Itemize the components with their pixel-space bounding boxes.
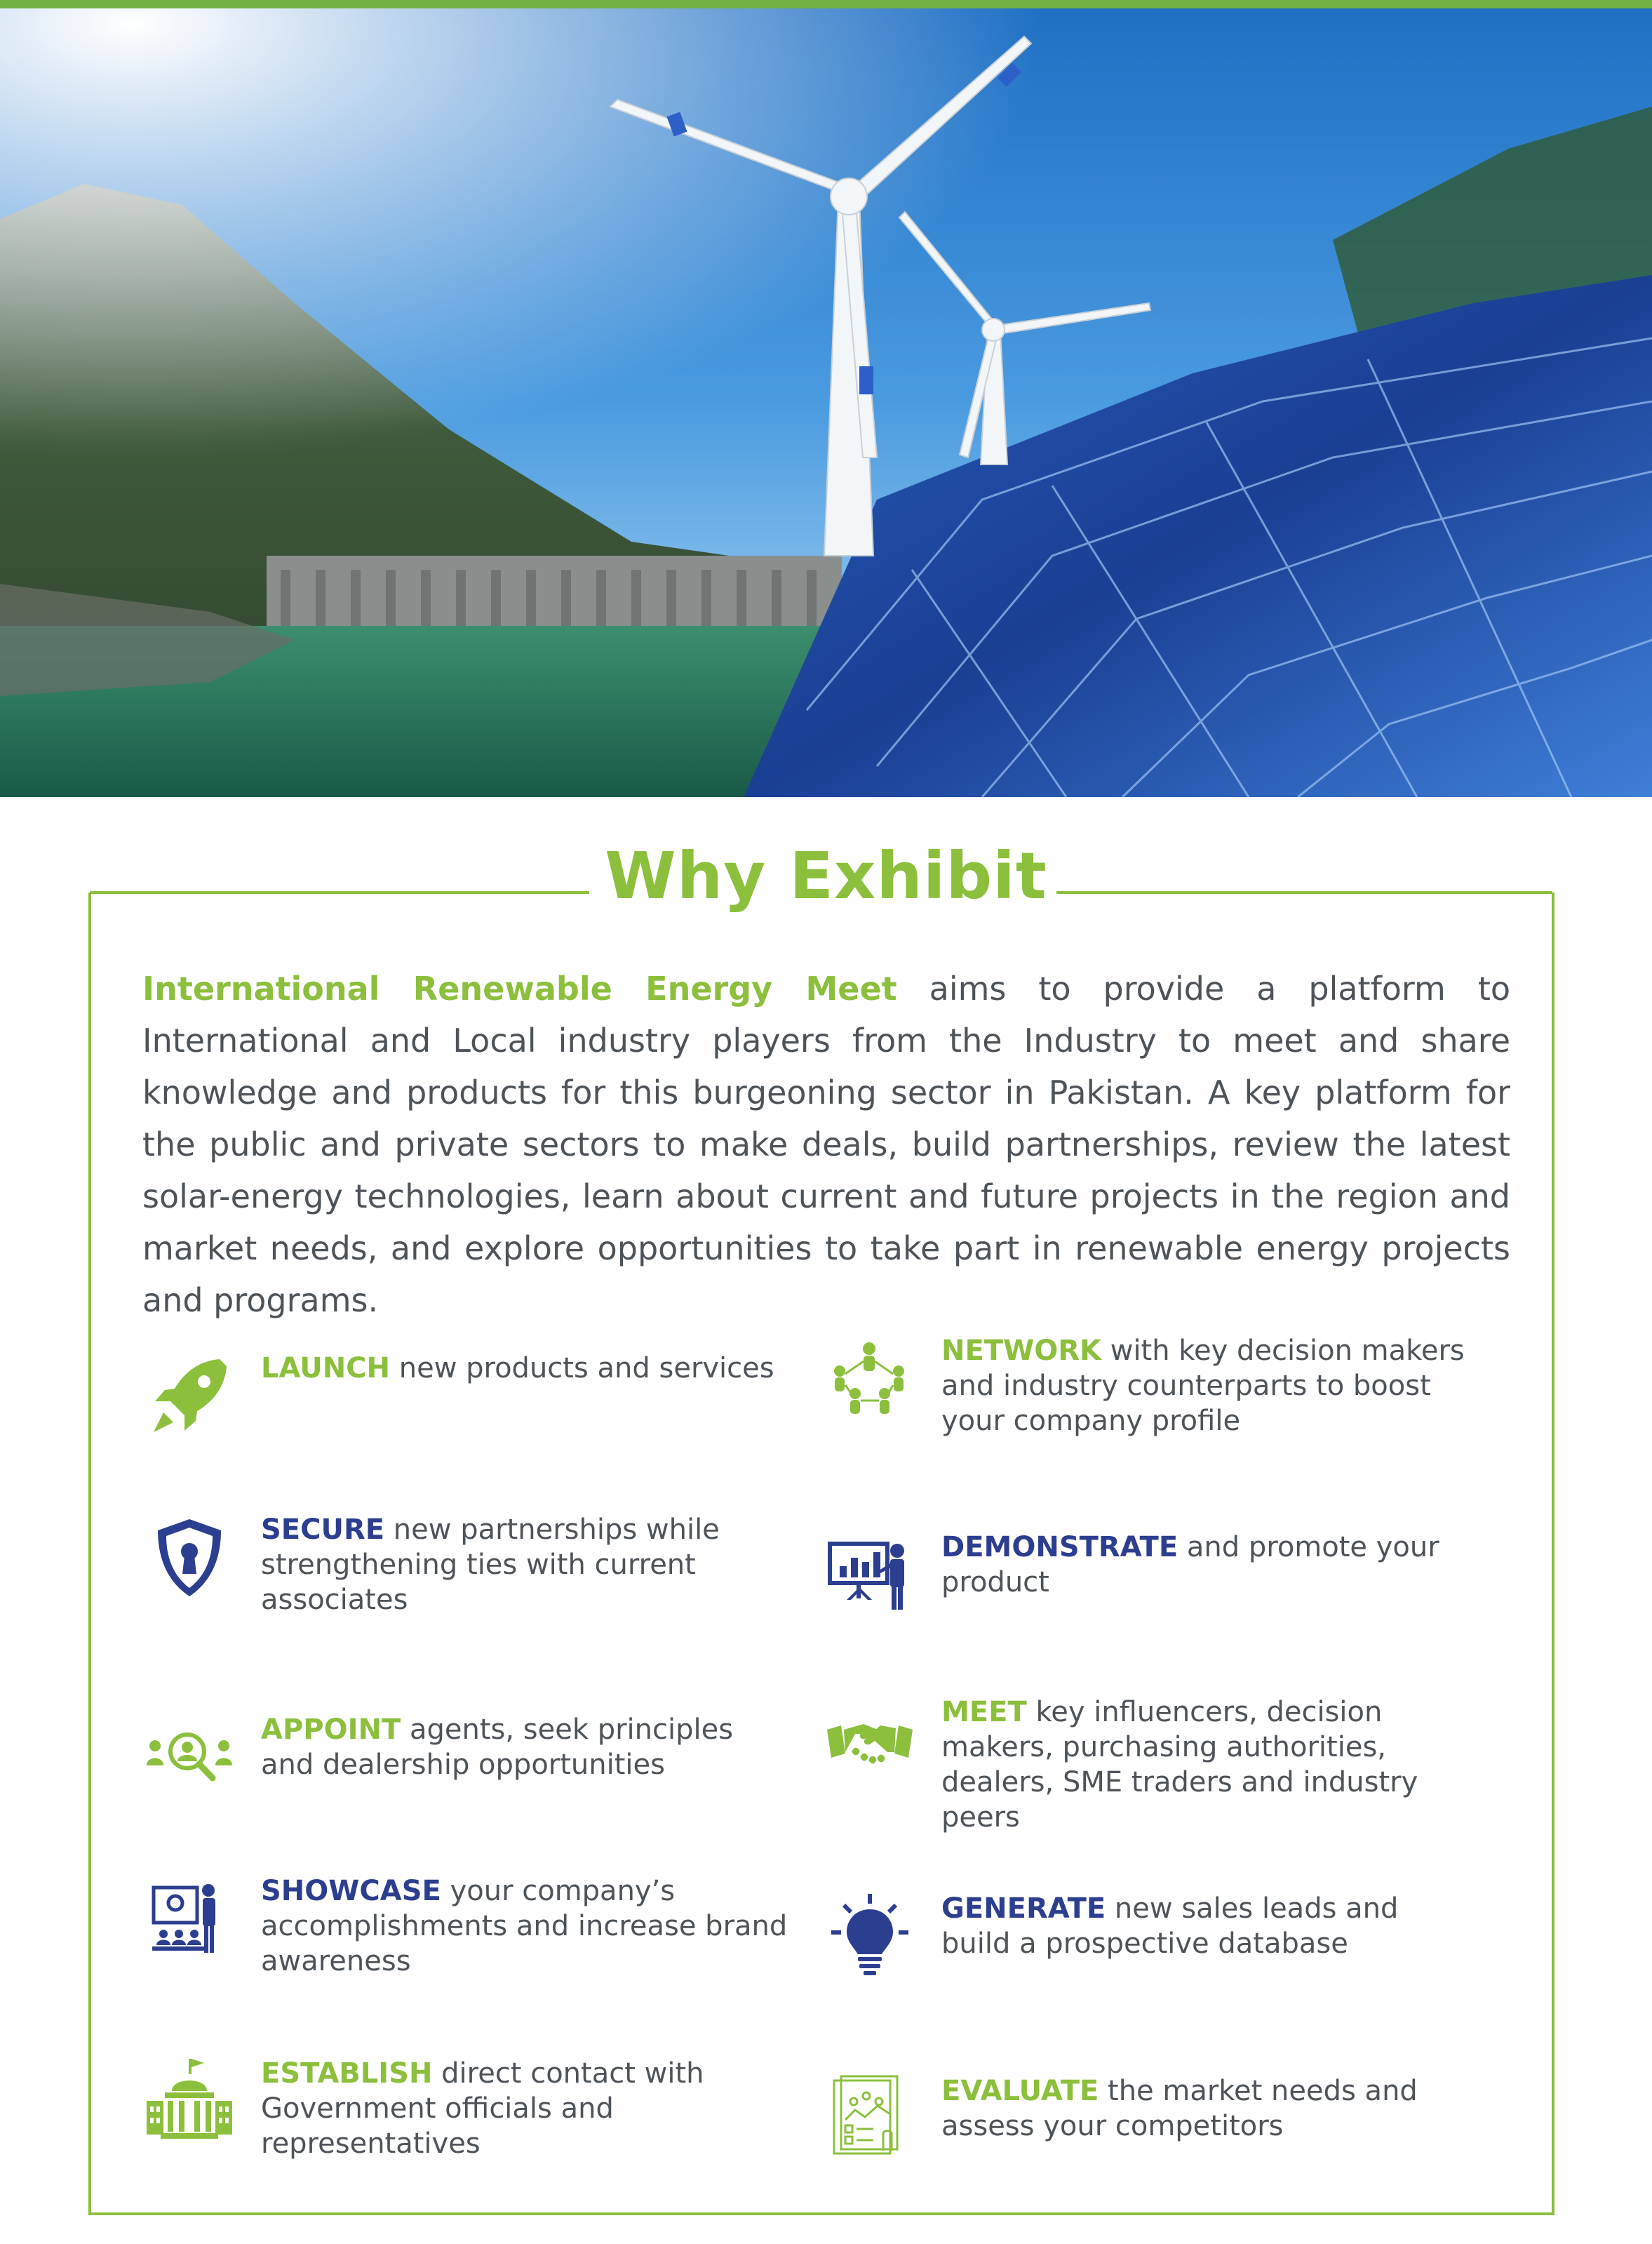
feature-showcase: [144, 1874, 788, 2014]
feature-keyword: SHOWCASE: [261, 1875, 441, 1907]
feature-keyword: APPOINT: [261, 1714, 401, 1746]
feature-demonstrate: [824, 1530, 1442, 1670]
feature-keyword: ESTABLISH: [261, 2057, 433, 2090]
government-building-icon: [144, 2056, 235, 2147]
feature-description: with key decision makers and industry counterparts to boost your company profile: [941, 1335, 1465, 1437]
feature-keyword: SECURE: [261, 1514, 385, 1546]
feature-description: direct contact with Government officials and representatives: [261, 2057, 704, 2160]
feature-evaluate: [824, 2073, 1442, 2214]
feature-meet: [824, 1695, 1442, 1835]
showcase-icon: [144, 1874, 235, 1965]
feature-keyword: EVALUATE: [941, 2075, 1099, 2107]
rocket-icon: [144, 1351, 235, 1442]
handshake-icon: [824, 1695, 915, 1786]
feature-keyword: DEMONSTRATE: [941, 1531, 1178, 1563]
feature-description: new products and services: [390, 1352, 774, 1384]
feature-keyword: GENERATE: [941, 1892, 1106, 1925]
feature-establish: [144, 2056, 761, 2196]
feature-keyword: LAUNCH: [261, 1352, 391, 1384]
feature-launch: [144, 1351, 774, 1491]
hero-image: [0, 8, 1652, 797]
search-people-icon: [144, 1712, 235, 1803]
intro-highlight: International Renewable Energy Meet: [142, 970, 897, 1008]
feature-appoint: [144, 1712, 761, 1852]
network-icon: [824, 1333, 915, 1424]
page-title: Why Exhibit: [605, 839, 1047, 914]
feature-description: new sales leads and build a prospective database: [941, 1892, 1399, 1960]
intro-body: aims to provide a platform to International and Local industry players from the Industry to meet and share knowledge and products for this burgeoning sector in Pakistan. A key platform for the public and private sectors to make deals, build partnerships, review the latest solar-energy technologies, learn about current and future projects in the region and market needs, and explore opportunities to take part in renewable energy projects and programs.: [142, 970, 1510, 1319]
feature-description: new partnerships while strengthening ties with current associates: [261, 1514, 720, 1616]
presentation-icon: [824, 1530, 915, 1621]
feature-description: and promote your product: [941, 1531, 1439, 1598]
feature-description: the market needs and assess your competitors: [941, 2075, 1418, 2142]
feature-keyword: MEET: [941, 1696, 1027, 1728]
feature-generate: [824, 1891, 1442, 2031]
feature-description: your company’s accomplishments and increase brand awareness: [261, 1875, 788, 1977]
feature-network: [824, 1333, 1465, 1474]
shield-lock-icon: [144, 1512, 235, 1603]
feature-secure: [144, 1512, 761, 1652]
top-accent-bar: [0, 0, 1652, 8]
feature-keyword: NETWORK: [941, 1335, 1102, 1367]
feature-description: agents, seek principles and dealership opportunities: [261, 1714, 734, 1781]
feature-description: key influencers, decision makers, purchasing authorities, dealers, SME traders and industry peers: [941, 1696, 1418, 1834]
lightbulb-icon: [824, 1891, 915, 1982]
evaluate-icon: [824, 2073, 915, 2165]
intro-paragraph: [142, 963, 1510, 1326]
